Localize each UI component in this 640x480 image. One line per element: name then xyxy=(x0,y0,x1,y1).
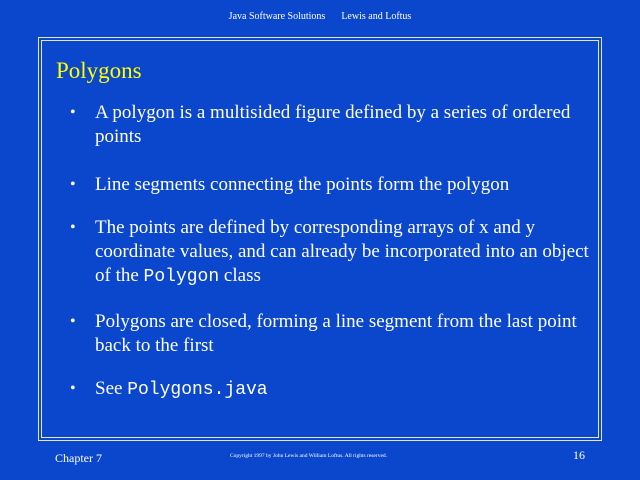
bullet-text: See xyxy=(95,378,128,399)
authors: Lewis and Loftus xyxy=(341,11,412,22)
bullet-text-tail: class xyxy=(219,265,261,286)
bullet-text: The points are defined by corresponding arrays of x and y coordinate values, and can already be incorporated into an object of the xyxy=(95,217,589,286)
bullet-item xyxy=(70,101,595,149)
book-title: Java Software Solutions xyxy=(228,11,326,22)
bullet-text: Line segments connecting the points form the polygon xyxy=(95,174,510,195)
bullet-item xyxy=(70,173,595,197)
slide-title: Polygons xyxy=(56,58,142,83)
bullet-icon: • xyxy=(70,219,76,236)
code-polygons-java: Polygons.java xyxy=(127,380,268,400)
bullet-item xyxy=(70,377,595,402)
code-polygon: Polygon xyxy=(143,267,220,287)
bullet-text: Polygons are closed, forming a line segment from the last point back to the first xyxy=(95,311,577,356)
bullet-icon: • xyxy=(70,104,76,121)
bullet-item xyxy=(70,310,595,358)
bullet-icon: • xyxy=(70,380,76,397)
bullet-text: A polygon is a multisided figure defined by a series of ordered points xyxy=(95,102,571,147)
footer-chapter: Chapter 7 xyxy=(55,451,102,465)
bullet-icon: • xyxy=(70,176,76,193)
bullet-icon: • xyxy=(70,313,76,330)
footer-copyright: Copyright 1997 by John Lewis and William Loftus. All rights reserved. xyxy=(230,453,388,459)
slide-header xyxy=(0,11,640,22)
bullet-item xyxy=(70,216,595,289)
page-number: 16 xyxy=(573,448,585,462)
